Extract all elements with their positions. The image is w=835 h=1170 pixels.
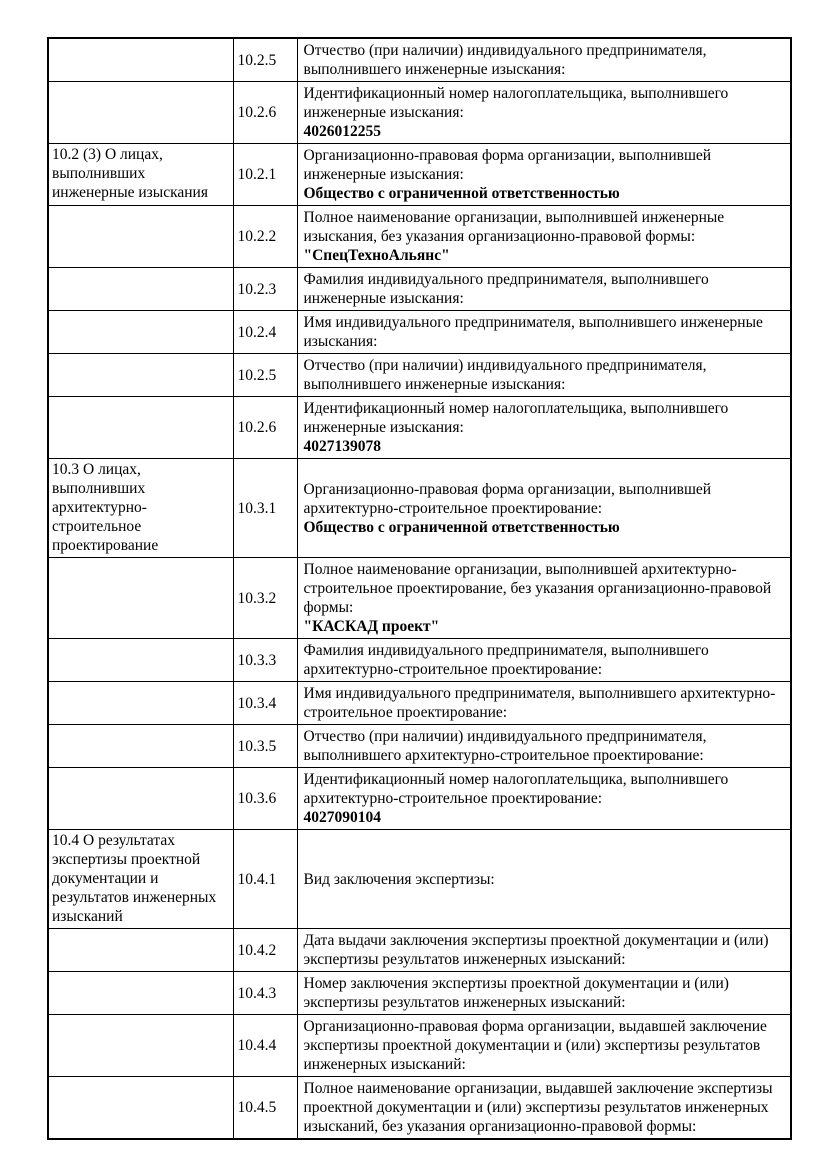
table-row xyxy=(48,830,791,929)
section-cell xyxy=(48,768,233,830)
description-cell xyxy=(297,972,791,1015)
description-cell xyxy=(297,144,791,206)
item-number: 10.4.2 xyxy=(237,941,277,959)
item-number-cell xyxy=(233,929,297,972)
value-text: Общество с ограниченной ответственностью xyxy=(303,518,620,536)
description-cell xyxy=(297,830,791,929)
section-cell xyxy=(48,1015,233,1077)
description-text: Полное наименование организации, выдавшей заключение экспертизы проектной документации и (или) экспертизы результатов инженерных изысканий, без указания организационно-правовой формы: xyxy=(303,1080,773,1135)
description-cell xyxy=(297,354,791,397)
section-cell xyxy=(48,972,233,1015)
item-number-cell xyxy=(233,397,297,459)
item-number-cell xyxy=(233,354,297,397)
table-row xyxy=(48,38,791,82)
section-cell xyxy=(48,144,233,206)
item-number-cell xyxy=(233,144,297,206)
item-number: 10.2.5 xyxy=(237,51,277,69)
description-text: Фамилия индивидуального предпринимателя, выполнившего инженерные изыскания: xyxy=(303,271,709,307)
description-text: Организационно-правовая форма организации, выполнившей архитектурно-строительное проектирование: xyxy=(303,480,712,517)
item-number-cell xyxy=(233,268,297,311)
item-number: 10.2.2 xyxy=(237,228,277,245)
value-text: "СпецТехноАльянс" xyxy=(303,247,450,264)
table-row xyxy=(48,639,791,682)
item-number-cell xyxy=(233,768,297,830)
item-number: 10.3.3 xyxy=(237,651,277,669)
item-number-cell xyxy=(233,1015,297,1077)
section-cell xyxy=(48,639,233,682)
section-cell xyxy=(48,929,233,972)
description-text: Идентификационный номер налогоплательщика, выполнившего инженерные изыскания: xyxy=(303,400,729,436)
section-cell xyxy=(48,459,233,558)
item-number-cell xyxy=(233,82,297,144)
value-text: "КАСКАД проект" xyxy=(303,618,440,635)
section-cell xyxy=(48,268,233,311)
table-row xyxy=(48,206,791,268)
table-row xyxy=(48,1015,791,1077)
description-text: Имя индивидуального предпринимателя, выполнившего инженерные изыскания: xyxy=(303,314,763,350)
item-number: 10.3.4 xyxy=(237,694,277,712)
item-number-cell xyxy=(233,972,297,1015)
description-text: Идентификационный номер налогоплательщика, выполнившего архитектурно-строительное проектирование: xyxy=(303,771,729,807)
item-number-cell xyxy=(233,1077,297,1140)
table-row xyxy=(48,768,791,830)
section-cell xyxy=(48,311,233,354)
description-cell xyxy=(297,82,791,144)
description-cell xyxy=(297,682,791,725)
register-table xyxy=(47,37,792,1140)
description-text: Полное наименование организации, выполнившей архитектурно-строительное проектирование, без указания организационно-правовой формы: xyxy=(303,561,772,616)
value-text: Общество с ограниченной ответственностью xyxy=(303,185,620,202)
description-text: Фамилия индивидуального предпринимателя, выполнившего архитектурно-строительное проектирование: xyxy=(303,642,709,678)
item-number: 10.2.6 xyxy=(237,104,277,121)
description-text: Вид заключения экспертизы: xyxy=(303,870,495,888)
item-number: 10.2.4 xyxy=(237,323,277,341)
table-row xyxy=(48,311,791,354)
section-label: 10.3 О лицах, выполнивших архитектурно-строительное проектирование xyxy=(52,461,159,554)
item-number-cell xyxy=(233,558,297,639)
section-label: 10.2 (3) О лицах, выполнивших инженерные изыскания xyxy=(52,146,208,201)
table-row xyxy=(48,459,791,558)
item-number: 10.4.5 xyxy=(237,1099,277,1116)
table-row xyxy=(48,354,791,397)
item-number-cell xyxy=(233,38,297,82)
section-cell xyxy=(48,830,233,929)
description-text: Идентификационный номер налогоплательщика, выполнившего инженерные изыскания: xyxy=(303,85,729,121)
table-row xyxy=(48,682,791,725)
description-cell xyxy=(297,929,791,972)
description-cell xyxy=(297,768,791,830)
section-cell xyxy=(48,82,233,144)
item-number: 10.3.1 xyxy=(237,499,277,517)
section-cell xyxy=(48,682,233,725)
item-number-cell xyxy=(233,639,297,682)
item-number: 10.3.6 xyxy=(237,790,277,807)
item-number: 10.4.4 xyxy=(237,1037,277,1054)
section-cell xyxy=(48,354,233,397)
table-row xyxy=(48,929,791,972)
value-text: 4027139078 xyxy=(303,438,381,455)
description-cell xyxy=(297,268,791,311)
description-cell xyxy=(297,459,791,558)
description-cell xyxy=(297,558,791,639)
table-row xyxy=(48,144,791,206)
value-text: 4026012255 xyxy=(303,123,381,140)
section-cell xyxy=(48,1077,233,1140)
description-text: Отчество (при наличии) индивидуального предпринимателя, выполнившего архитектурно-строительное проектирование: xyxy=(303,728,707,764)
item-number-cell xyxy=(233,459,297,558)
item-number-cell xyxy=(233,206,297,268)
description-cell xyxy=(297,725,791,768)
description-cell xyxy=(297,311,791,354)
section-cell xyxy=(48,206,233,268)
register-table-body xyxy=(48,38,791,1139)
description-text: Отчество (при наличии) индивидуального предпринимателя, выполнившего инженерные изыскания: xyxy=(303,357,707,393)
description-text: Организационно-правовая форма организации, выполнившей инженерные изыскания: xyxy=(303,147,712,183)
table-row xyxy=(48,725,791,768)
description-cell xyxy=(297,397,791,459)
description-cell xyxy=(297,1015,791,1077)
description-text: Дата выдачи заключения экспертизы проектной документации и (или) экспертизы результатов инженерных изысканий: xyxy=(303,932,769,968)
description-cell xyxy=(297,38,791,82)
description-text: Организационно-правовая форма организации, выдавшей заключение экспертизы проектной документации и (или) экспертизы результатов инженерных изысканий: xyxy=(303,1018,767,1073)
section-cell xyxy=(48,38,233,82)
section-label: 10.4 О результатах экспертизы проектной документации и результатов инженерных изысканий xyxy=(52,832,217,925)
item-number-cell xyxy=(233,682,297,725)
table-row xyxy=(48,558,791,639)
table-row xyxy=(48,268,791,311)
section-cell xyxy=(48,725,233,768)
item-number-cell xyxy=(233,311,297,354)
item-number: 10.4.1 xyxy=(237,870,277,888)
description-cell xyxy=(297,639,791,682)
value-text: 4027090104 xyxy=(303,809,381,826)
table-row xyxy=(48,397,791,459)
item-number: 10.3.5 xyxy=(237,737,277,755)
description-text: Имя индивидуального предпринимателя, выполнившего архитектурно-строительное проектирование: xyxy=(303,685,776,721)
item-number: 10.2.5 xyxy=(237,366,277,384)
description-text: Отчество (при наличии) индивидуального предпринимателя, выполнившего инженерные изыскания: xyxy=(303,42,707,78)
item-number-cell xyxy=(233,830,297,929)
item-number: 10.2.3 xyxy=(237,280,277,298)
item-number: 10.2.1 xyxy=(237,166,277,183)
section-cell xyxy=(48,558,233,639)
section-cell xyxy=(48,397,233,459)
item-number: 10.3.2 xyxy=(237,589,277,607)
item-number: 10.2.6 xyxy=(237,419,277,436)
table-row xyxy=(48,972,791,1015)
item-number-cell xyxy=(233,725,297,768)
table-row xyxy=(48,82,791,144)
item-number: 10.4.3 xyxy=(237,984,277,1002)
table-row xyxy=(48,1077,791,1140)
description-cell xyxy=(297,206,791,268)
description-cell xyxy=(297,1077,791,1140)
description-text: Полное наименование организации, выполнившей инженерные изыскания, без указания организационно-правовой формы: xyxy=(303,209,725,245)
description-text: Номер заключения экспертизы проектной документации и (или) экспертизы результатов инженерных изысканий: xyxy=(303,975,729,1011)
